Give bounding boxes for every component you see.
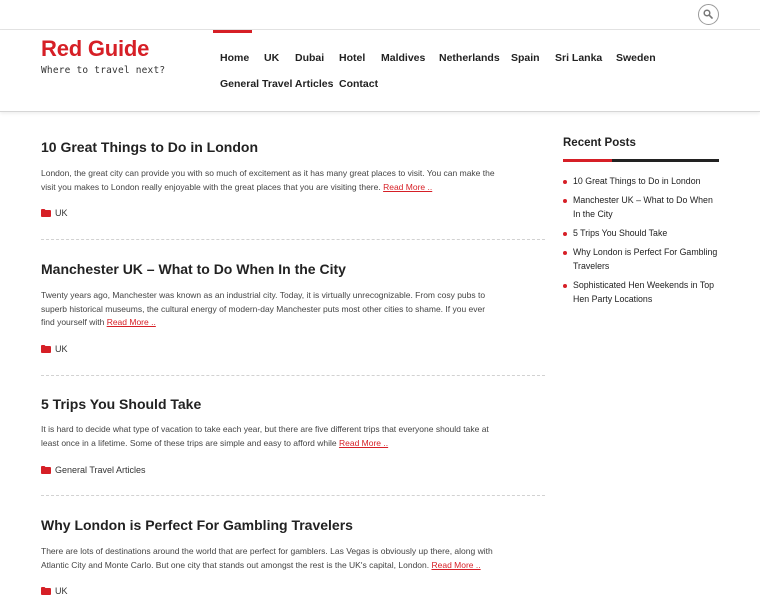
post-category[interactable] <box>41 344 68 354</box>
nav-item-dubai[interactable]: Dubai <box>295 52 325 64</box>
recent-post-link[interactable]: Sophisticated Hen Weekends in Top Hen Party Locations <box>563 279 719 306</box>
bullet-icon <box>563 251 567 255</box>
excerpt-line: visit you makes to London really enjoyable with the great places that you are visiting there. <box>41 181 381 192</box>
nav-item-maldives[interactable]: Maldives <box>381 52 426 64</box>
read-more-link[interactable]: Read More .. <box>383 181 433 192</box>
nav-item-uk[interactable]: UK <box>264 52 280 64</box>
excerpt-line: Twenty years ago, Manchester was known as an industrial city. Today, it is virtually unrecognizable. From cosy pubs to <box>41 290 486 300</box>
nav-item-general-travel-articles[interactable]: General Travel Articles <box>220 78 334 90</box>
excerpt-line: There are lots of destinations around the world that are perfect for gamblers. Las Vegas is obviously up there, along with <box>41 546 493 556</box>
excerpt-line: London, the great city can provide you with so much of excitement as it has many great places to visit. You can make the <box>41 168 495 178</box>
folder-icon <box>41 345 51 353</box>
nav-item-sweden[interactable]: Sweden <box>616 52 656 64</box>
nav-item-home[interactable]: Home <box>220 52 250 64</box>
post-category-label[interactable]: General Travel Articles <box>55 465 146 475</box>
recent-post-link[interactable]: Why London is Perfect For Gambling Travelers <box>563 246 719 273</box>
nav-item-sri-lanka[interactable]: Sri Lanka <box>555 52 603 64</box>
read-more-link[interactable]: Read More .. <box>106 317 156 327</box>
recent-post-link[interactable]: Manchester UK – What to Do When In the City <box>563 194 719 221</box>
widget-title-underline-accent <box>563 159 612 162</box>
post-category[interactable] <box>41 586 68 596</box>
post-title[interactable]: Why London is Perfect For Gambling Travelers <box>41 517 353 533</box>
post-separator <box>41 495 545 496</box>
post-category[interactable] <box>41 208 68 218</box>
excerpt-line: least once in a lifetime. Some of these trips are simple and easy to afford while <box>41 437 337 448</box>
nav-item-hotel[interactable]: Hotel <box>339 52 366 64</box>
bullet-icon <box>563 284 567 288</box>
post-category[interactable] <box>41 465 146 475</box>
search-icon <box>703 9 713 19</box>
excerpt-line: superb historical museums, the cultural energy of modern-day Manchester puts most other cities to shame. If you ever <box>41 303 486 314</box>
post-excerpt <box>41 423 541 450</box>
folder-icon <box>41 466 51 474</box>
post-title[interactable]: 10 Great Things to Do in London <box>41 139 258 155</box>
excerpt-line: find yourself with <box>41 317 105 327</box>
excerpt-line: It is hard to decide what type of vacation to take each year, but there are five different trips that everyone should take at <box>41 424 489 434</box>
search-button[interactable] <box>698 4 719 25</box>
post-title[interactable]: 5 Trips You Should Take <box>41 396 202 412</box>
site-header <box>0 30 760 112</box>
recent-post-link[interactable]: 5 Trips You Should Take <box>563 227 719 241</box>
nav-item-spain[interactable]: Spain <box>511 52 540 64</box>
read-more-link[interactable]: Read More .. <box>431 559 481 570</box>
excerpt-line: Atlantic City and Monte Carlo. But one city that stands out amongst the rest is the UK's capital, London. <box>41 559 430 570</box>
top-bar <box>0 0 760 30</box>
folder-icon <box>41 209 51 217</box>
recent-posts-title: Recent Posts <box>563 137 636 149</box>
post-title[interactable]: Manchester UK – What to Do When In the City <box>41 261 346 277</box>
post-separator <box>41 239 545 240</box>
post-category-label[interactable]: UK <box>55 208 68 218</box>
post-excerpt <box>41 289 541 330</box>
bullet-icon <box>563 199 567 203</box>
read-more-link[interactable]: Read More .. <box>338 437 389 448</box>
post-category-label[interactable]: UK <box>55 586 68 596</box>
site-tagline: Where to travel next? <box>41 65 166 76</box>
nav-item-netherlands[interactable]: Netherlands <box>439 52 500 64</box>
nav-active-indicator <box>213 30 252 33</box>
post-excerpt <box>41 545 541 572</box>
post-category-label[interactable]: UK <box>55 344 68 354</box>
post-separator <box>41 375 545 376</box>
site-title[interactable]: Red Guide <box>41 36 150 61</box>
post-excerpt <box>41 167 541 194</box>
recent-post-link[interactable]: 10 Great Things to Do in London <box>563 175 719 189</box>
nav-item-contact[interactable]: Contact <box>339 78 379 90</box>
bullet-icon <box>563 232 567 236</box>
folder-icon <box>41 587 51 595</box>
bullet-icon <box>563 180 567 184</box>
